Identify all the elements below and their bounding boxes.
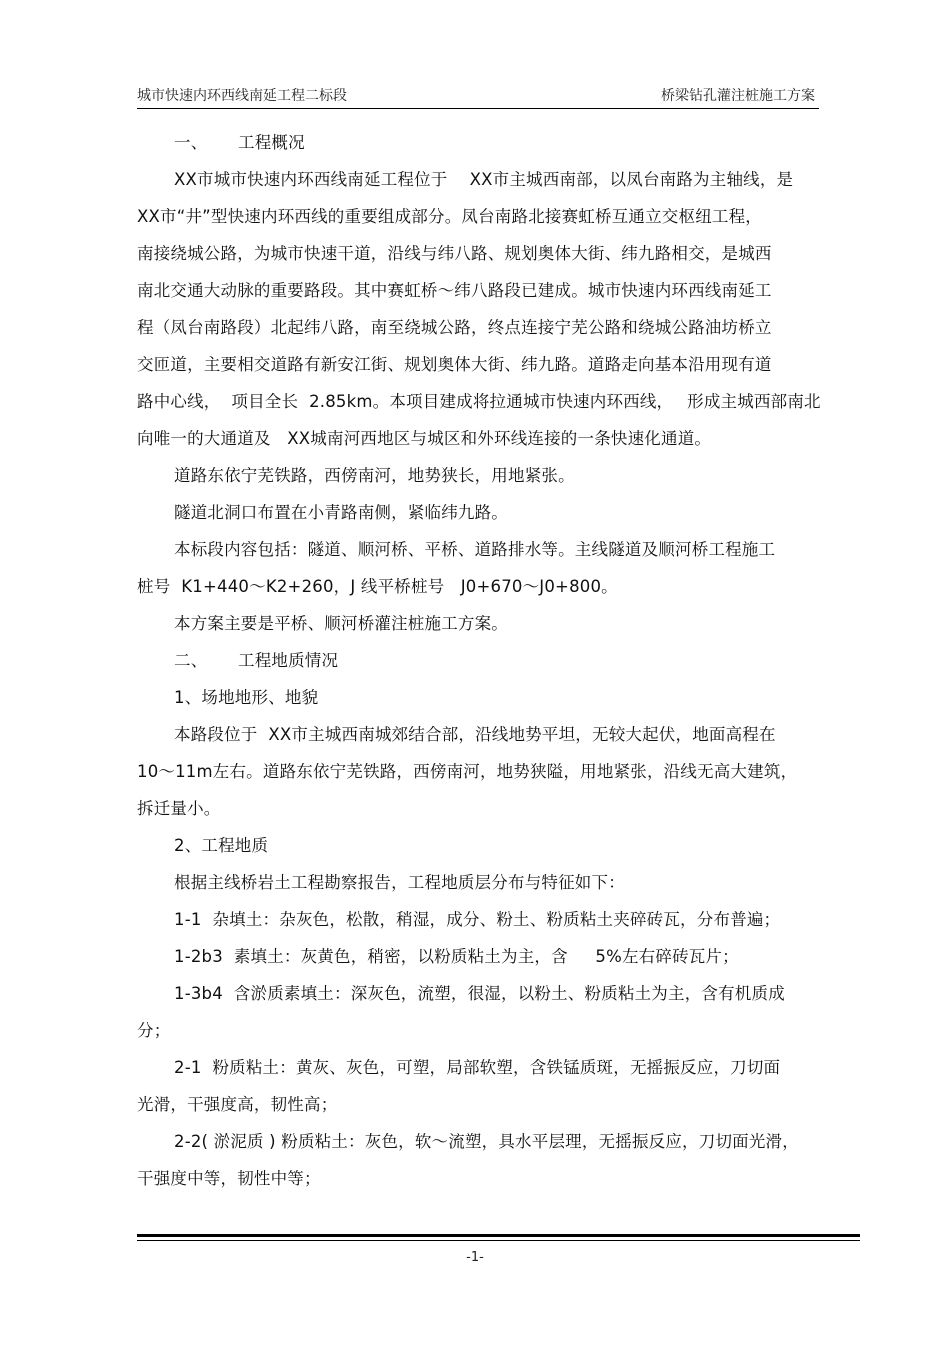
subsection-heading-geology: 2、工程地质 <box>174 836 269 855</box>
text-line: 本标段内容包括：隧道、顺河桥、平桥、道路排水等。主线隧道及顺河桥工程施工 <box>174 540 776 559</box>
text-line: 交匝道，主要相交道路有新安江街、规划奥体大街、纬九路。道路走向基本沿用现有道 <box>137 355 772 374</box>
text-line: 1-3b4 含淤质素填土：深灰色，流塑，很湿，以粉土、粉质粘土为主，含有机质成 <box>174 984 785 1003</box>
text-line: 拆迁量小。 <box>137 799 221 818</box>
section-title: 工程地质情况 <box>238 651 339 670</box>
text-line: XX市“井”型快速内环西线的重要组成部分。凤台南路北接赛虹桥互通立交枢纽工程， <box>137 207 763 226</box>
soil-layer-1-1: 1-1 杂填土：杂灰色，松散，稍湿，成分、粉土、粉质粘土夹碎砖瓦，分布普遍； <box>174 910 781 929</box>
text-line: XX市城市快速内环西线南延工程位于 XX市主城西南部，以凤台南路为主轴线，是 <box>174 170 794 189</box>
section-title: 工程概况 <box>238 133 305 152</box>
section-heading-geology <box>137 642 837 679</box>
section-heading-overview <box>137 124 837 161</box>
section-number: 一、 <box>174 133 208 152</box>
paragraph-geology-intro: 根据主线桥岩土工程勘察报告，工程地质层分布与特征如下： <box>174 873 625 892</box>
text-line: 2-1 粉质粘土：黄灰、灰色，可塑，局部软塑，含铁锰质斑，无摇振反应，刀切面 <box>174 1058 781 1077</box>
paragraph-plan-purpose: 本方案主要是平桥、顺河桥灌注桩施工方案。 <box>174 614 508 633</box>
text-line: 程（凤台南路段）北起纬八路，南至绕城公路，终点连接宁芜公路和绕城公路油坊桥立 <box>137 318 772 337</box>
soil-layer-2-1 <box>137 1049 837 1123</box>
paragraph-terrain <box>137 716 837 827</box>
document-body <box>137 124 837 1197</box>
header-project-title: 城市快速内环西线南延工程二标段 <box>137 88 347 104</box>
text-line: 光滑，干强度高，韧性高； <box>137 1095 338 1114</box>
paragraph-project-overview <box>137 161 837 457</box>
soil-layer-1-2b3: 1-2b3 素填土：灰黄色，稍密，以粉质粘土为主，含 5%左右碎砖瓦片； <box>174 947 739 966</box>
paragraph-road-location: 道路东依宁芜铁路，西傍南河，地势狭长，用地紧张。 <box>174 466 575 485</box>
text-line: 桩号 K1+440～K2+260，J 线平桥桩号 J0+670～J0+800。 <box>137 577 618 596</box>
text-line: 干强度中等，韧性中等； <box>137 1169 321 1188</box>
footer-divider-thin <box>137 1240 860 1241</box>
text-line: 2-2( 淤泥质 ) 粉质粘土：灰色，软～流塑，具水平层理，无摇振反应，刀切面光滑， <box>174 1132 799 1151</box>
page-header <box>137 85 815 107</box>
soil-layer-1-3b4 <box>137 975 837 1049</box>
text-line: 向唯一的大通道及 XX城南河西地区与城区和外环线连接的一条快速化通道。 <box>137 429 712 448</box>
paragraph-scope <box>137 531 837 605</box>
subsection-heading-terrain: 1、场地地形、地貌 <box>174 688 319 707</box>
header-document-title: 桥梁钻孔灌注桩施工方案 <box>661 88 815 104</box>
paragraph-tunnel-location: 隧道北洞口布置在小青路南侧，紧临纬九路。 <box>174 503 508 522</box>
text-line: 分； <box>137 1021 171 1040</box>
text-line: 路中心线， 项目全长 2.85km。本项目建成将拉通城市快速内环西线， 形成主城西部南北 <box>137 392 821 411</box>
text-line: 南北交通大动脉的重要路段。其中赛虹桥～纬八路段已建成。城市快速内环西线南延工 <box>137 281 772 300</box>
section-number: 二、 <box>174 651 208 670</box>
text-line: 南接绕城公路，为城市快速干道，沿线与纬八路、规划奥体大街、纬九路相交，是城西 <box>137 244 772 263</box>
header-divider <box>137 108 819 109</box>
text-line: 10～11m左右。道路东依宁芜铁路，西傍南河，地势狭隘，用地紧张，沿线无高大建筑， <box>137 762 798 781</box>
page-number: -1- <box>466 1250 484 1265</box>
footer-divider-thick <box>137 1234 860 1237</box>
text-line: 本路段位于 XX市主城西南城郊结合部，沿线地势平坦，无较大起伏，地面高程在 <box>174 725 776 744</box>
soil-layer-2-2 <box>137 1123 837 1197</box>
